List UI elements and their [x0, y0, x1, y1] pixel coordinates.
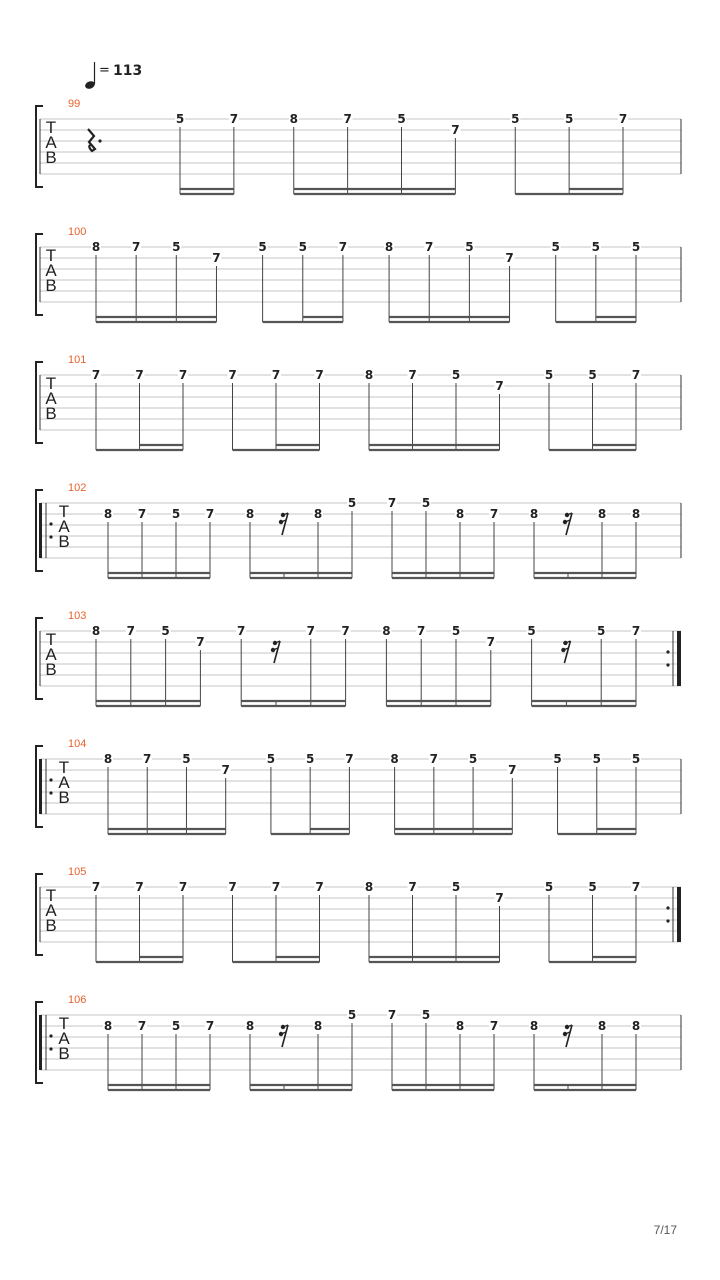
tab-system: [36, 738, 681, 834]
fret-number: 7: [489, 1019, 499, 1033]
measure-number: 103: [68, 610, 87, 622]
fret-number: 7: [508, 763, 517, 777]
repeat-dot: [49, 1047, 52, 1050]
tab-letter: T: [45, 118, 57, 137]
fret-number: 7: [408, 880, 417, 894]
fret-number: 5: [451, 368, 461, 382]
fret-number: 7: [178, 880, 188, 894]
fret-number: 8: [103, 1019, 113, 1033]
fret-number: 7: [341, 624, 350, 638]
fret-number: 7: [178, 368, 188, 382]
tab-letter: T: [58, 1014, 70, 1033]
fret-number: 5: [266, 752, 276, 766]
fret-number: 7: [315, 368, 324, 382]
fret-number: 7: [237, 624, 246, 638]
fret-number: 5: [544, 880, 554, 894]
fret-number: 5: [591, 240, 601, 254]
fret-number: 8: [631, 1019, 641, 1033]
fret-number: 7: [205, 1019, 215, 1033]
tab-letter: A: [45, 901, 57, 920]
fret-number: 7: [343, 112, 352, 126]
fret-number: 8: [91, 240, 101, 254]
fret-number: 5: [172, 240, 181, 254]
fret-number: 5: [258, 240, 267, 254]
tab-letter: B: [58, 788, 70, 807]
fret-number: 7: [425, 240, 434, 254]
fret-number: 7: [486, 635, 495, 649]
tab-letter: B: [45, 660, 57, 679]
fret-number: 5: [451, 624, 461, 638]
repeat-dot: [666, 906, 669, 909]
fret-number: 7: [417, 624, 426, 638]
fret-number: 7: [91, 880, 101, 894]
fret-number: 7: [429, 752, 439, 766]
tab-letter: A: [58, 517, 70, 536]
fret-number: 7: [212, 251, 221, 265]
fret-number: 7: [489, 507, 499, 521]
fret-number: 5: [551, 240, 560, 254]
measure-number: 101: [68, 354, 87, 366]
tab-letter: T: [45, 246, 57, 265]
repeat-start-thick-bar: [39, 503, 42, 558]
tab-system: [36, 354, 681, 450]
fret-number: 7: [315, 880, 324, 894]
fret-number: 8: [529, 507, 539, 521]
tab-letter: A: [45, 261, 57, 280]
fret-number: 8: [529, 1019, 539, 1033]
fret-number: 8: [289, 112, 298, 126]
fret-number: 5: [468, 752, 478, 766]
fret-number: 8: [364, 368, 374, 382]
fret-number: 8: [245, 507, 255, 521]
fret-number: 5: [347, 1008, 357, 1022]
measure-number: 104: [68, 738, 87, 750]
fret-number: 7: [306, 624, 315, 638]
tab-letter: B: [58, 532, 70, 551]
fret-number: 7: [135, 368, 144, 382]
tab-letter: B: [45, 404, 57, 423]
fret-number: 7: [505, 251, 514, 265]
fret-number: 7: [228, 880, 237, 894]
sixteenth-rest-icon: [563, 513, 572, 535]
fret-number: 7: [618, 112, 628, 126]
page-number: 7/17: [653, 1223, 677, 1237]
sixteenth-rest-icon: [279, 1025, 288, 1047]
repeat-end-thick-bar: [677, 631, 681, 686]
repeat-dot: [666, 919, 669, 922]
fret-number: 8: [455, 507, 465, 521]
fret-number: 5: [421, 496, 431, 510]
fret-number: 8: [384, 240, 394, 254]
repeat-end-thick-bar: [677, 887, 681, 942]
tab-system: [36, 866, 681, 962]
fret-number: 7: [135, 880, 144, 894]
repeat-dot: [49, 1034, 52, 1037]
tab-letter: B: [45, 916, 57, 935]
tab-letter: B: [58, 1044, 70, 1063]
fret-number: 5: [588, 880, 597, 894]
fret-number: 7: [271, 368, 281, 382]
measure-number: 106: [68, 994, 87, 1006]
tab-system: [36, 994, 681, 1090]
fret-number: 8: [597, 1019, 607, 1033]
fret-number: 7: [338, 240, 348, 254]
fret-number: 7: [495, 891, 504, 905]
fret-number: 7: [451, 123, 460, 137]
fret-number: 7: [229, 112, 239, 126]
measure-number: 105: [68, 866, 87, 878]
fret-number: 8: [382, 624, 391, 638]
tab-system: [36, 610, 681, 706]
fret-number: 8: [455, 1019, 465, 1033]
repeat-dot: [49, 778, 52, 781]
fret-number: 7: [631, 624, 641, 638]
fret-number: 5: [451, 880, 461, 894]
tab-letter: T: [45, 630, 57, 649]
tempo-equals: =: [99, 63, 110, 78]
fret-number: 5: [298, 240, 307, 254]
tab-systems: [36, 98, 681, 1090]
repeat-dot: [666, 663, 669, 666]
fret-number: 7: [495, 379, 504, 393]
fret-number: 8: [245, 1019, 255, 1033]
fret-number: 5: [597, 624, 606, 638]
tab-letter: T: [45, 886, 57, 905]
fret-number: 7: [631, 880, 641, 894]
fret-number: 8: [313, 1019, 323, 1033]
fret-number: 7: [387, 1008, 397, 1022]
fret-number: 7: [137, 507, 147, 521]
fret-number: 8: [313, 507, 323, 521]
fret-number: 7: [387, 496, 397, 510]
fret-number: 5: [182, 752, 191, 766]
fret-number: 5: [511, 112, 520, 126]
repeat-start-thick-bar: [39, 759, 42, 814]
tab-letter: B: [45, 148, 57, 167]
fret-number: 7: [91, 368, 101, 382]
fret-number: 5: [544, 368, 554, 382]
repeat-dot: [49, 791, 52, 794]
fret-number: 7: [631, 368, 641, 382]
fret-number: 5: [527, 624, 536, 638]
fret-number: 5: [553, 752, 562, 766]
quarter-rest-icon: [88, 129, 102, 151]
fret-number: 5: [171, 507, 181, 521]
fret-number: 8: [91, 624, 101, 638]
fret-number: 7: [408, 368, 417, 382]
fret-number: 5: [592, 752, 601, 766]
fret-number: 5: [421, 1008, 431, 1022]
tab-system: [36, 226, 681, 322]
fret-number: 5: [305, 752, 315, 766]
tab-letter: T: [45, 374, 57, 393]
fret-number: 8: [103, 752, 113, 766]
fret-number: 5: [175, 112, 185, 126]
tab-system: [36, 98, 681, 194]
fret-number: 8: [631, 507, 641, 521]
fret-number: 5: [171, 1019, 181, 1033]
fret-number: 7: [143, 752, 152, 766]
tab-letter: A: [45, 645, 57, 664]
sixteenth-rest-icon: [561, 641, 570, 663]
tab-letter: T: [58, 758, 70, 777]
fret-number: 7: [228, 368, 237, 382]
sixteenth-rest-icon: [279, 513, 288, 535]
fret-number: 8: [390, 752, 399, 766]
fret-number: 7: [196, 635, 205, 649]
sixteenth-rest-icon: [563, 1025, 572, 1047]
fret-number: 7: [205, 507, 215, 521]
tab-system: [36, 482, 681, 578]
fret-number: 8: [103, 507, 113, 521]
fret-number: 8: [597, 507, 607, 521]
fret-number: 8: [364, 880, 374, 894]
measure-number: 100: [68, 226, 87, 238]
fret-number: 7: [221, 763, 230, 777]
fret-number: 5: [564, 112, 574, 126]
fret-number: 5: [347, 496, 357, 510]
tab-letter: T: [58, 502, 70, 521]
fret-number: 7: [131, 240, 141, 254]
tab-letter: A: [58, 773, 70, 792]
fret-number: 5: [588, 368, 597, 382]
fret-number: 5: [397, 112, 406, 126]
repeat-dot: [49, 535, 52, 538]
tempo-value: 113: [113, 63, 143, 79]
tab-letter: A: [58, 1029, 70, 1048]
fret-number: 5: [161, 624, 170, 638]
fret-number: 7: [126, 624, 135, 638]
tab-letter: A: [45, 389, 57, 408]
fret-number: 7: [137, 1019, 147, 1033]
tab-letter: B: [45, 276, 57, 295]
repeat-dot: [666, 650, 669, 653]
fret-number: 7: [345, 752, 354, 766]
tempo-marking: [84, 62, 142, 90]
measure-number: 99: [68, 98, 81, 110]
tab-letter: A: [45, 133, 57, 152]
fret-number: 5: [631, 240, 641, 254]
fret-number: 5: [631, 752, 641, 766]
fret-number: 5: [465, 240, 474, 254]
repeat-start-thick-bar: [39, 1015, 42, 1070]
sixteenth-rest-icon: [271, 641, 280, 663]
fret-number: 7: [271, 880, 281, 894]
measure-number: 102: [68, 482, 87, 494]
repeat-dot: [49, 522, 52, 525]
